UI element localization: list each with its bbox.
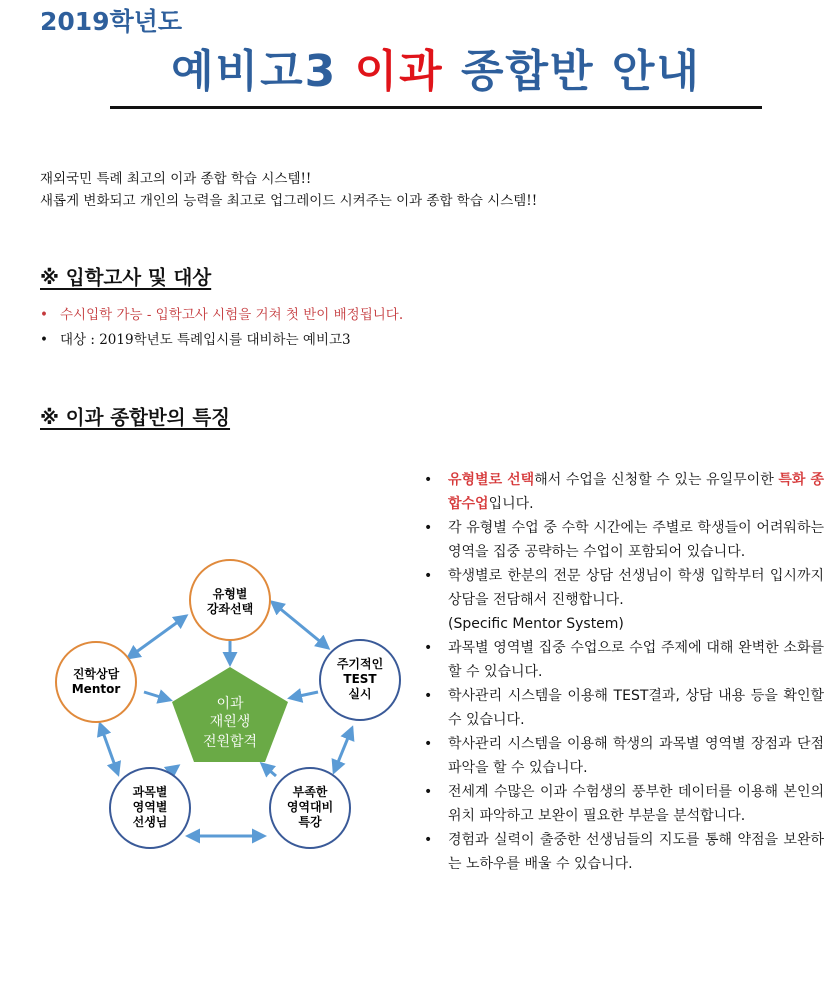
feature-item-4: • 과목별 영역별 집중 수업으로 수업 주제에 대해 완벽한 소화를 할 수 있습니다. <box>420 636 824 684</box>
page-title <box>110 42 762 109</box>
feature-item-1 <box>420 468 824 516</box>
intro-line2: 새롭게 변화되고 개인의 능력을 최고로 업그레이드 시켜주는 이과 종합 학습 시스템!! <box>40 193 538 209</box>
title-part2: 종합반 안내 <box>460 46 701 97</box>
section2-heading: ※ 이과 종합반의 특징 <box>40 406 231 429</box>
bullet-dot: • <box>40 332 48 348</box>
intro-text <box>40 168 537 212</box>
section1-bullet1 <box>40 305 403 325</box>
title-part1: 예비고3 <box>171 46 338 97</box>
feature3-text: 학생별로 한분의 전문 상담 선생님이 학생 입학부터 입시까지 상담을 전담해서 진행합니다. <box>448 568 824 608</box>
center-line1: 이과 <box>216 696 244 712</box>
arrow-in-right <box>290 692 318 698</box>
intro-line1: 재외국민 특례 최고의 이과 종합 학습 시스템!! <box>40 171 312 187</box>
node-bottom-right-line1: 부족한 <box>292 785 328 799</box>
bullet-dot: • <box>40 307 48 323</box>
section1-bullet2 <box>40 330 351 350</box>
node-bottom-left-line2: 영역별 <box>132 800 168 814</box>
title-red: 이과 <box>354 46 444 97</box>
feature1-text1: 해서 수업을 신청할 수 있는 유일무이한 <box>534 472 779 488</box>
bullet2-text: 대상 : 2019학년도 특례입시를 대비하는 예비고3 <box>60 332 351 348</box>
node-bottom-left-line3: 선생님 <box>132 815 168 829</box>
node-bottom-right-line2: 영역대비 <box>286 800 334 814</box>
bullet1-text: 수시입학 가능 - 입학고사 시험을 거쳐 첫 반이 배정됩니다. <box>60 307 404 323</box>
node-right-line3: 실시 <box>348 687 372 701</box>
feature1-highlight2: 특화 종합수업 <box>448 472 824 512</box>
arrow-left-bottom <box>100 724 118 774</box>
arrow-right-bottom <box>334 728 352 772</box>
year-label: 2019학년도 <box>40 7 183 36</box>
feature-item-5: • 학사관리 시스템을 이용해 TEST결과, 상담 내용 등을 확인할 수 있습니다. <box>420 684 824 732</box>
node-top-line2: 강좌선택 <box>206 602 254 616</box>
center-line2: 재원생 <box>209 714 251 730</box>
features-diagram <box>0 540 420 870</box>
arrow-in-bottom-right <box>262 764 276 776</box>
arrow-top-right <box>272 602 328 648</box>
feature3-sub: (Specific Mentor System) <box>448 616 624 632</box>
node-right-line2: TEST <box>343 672 377 686</box>
node-left-line1: 진학상담 <box>72 667 120 681</box>
node-top-line1: 유형별 <box>212 587 248 601</box>
node-left-line2: Mentor <box>71 682 121 696</box>
feature-item-8: • 경험과 실력이 출중한 선생님들의 지도를 통해 약점을 보완하는 노하우를 배울 수 있습니다. <box>420 828 824 876</box>
center-line3: 전원합격 <box>202 734 258 750</box>
feature-item-6: • 학사관리 시스템을 이용해 학생의 과목별 영역별 장점과 단점 파악을 할 수 있습니다. <box>420 732 824 780</box>
arrow-in-left <box>144 692 170 700</box>
feature-item-3 <box>420 564 824 636</box>
feature-item-7: • 전세계 수많은 이과 수험생의 풍부한 데이터를 이용해 본인의 위치 파악하고 보완이 필요한 부분을 분석합니다. <box>420 780 824 828</box>
feature-item-2: • 각 유형별 수업 중 수학 시간에는 주별로 학생들이 어려워하는 영역을 집중 공략하는 수업이 포함되어 있습니다. <box>420 516 824 564</box>
feature1-highlight1: 유형별로 선택 <box>448 472 535 488</box>
section1-heading: ※ 입학고사 및 대상 <box>40 266 212 289</box>
feature1-text2: 입니다. <box>488 496 534 512</box>
arrow-top-left <box>128 616 186 658</box>
node-bottom-right-line3: 특강 <box>298 815 322 829</box>
node-bottom-left-line1: 과목별 <box>132 785 168 799</box>
node-right-line1: 주기적인 <box>336 657 384 671</box>
features-list <box>420 468 824 876</box>
